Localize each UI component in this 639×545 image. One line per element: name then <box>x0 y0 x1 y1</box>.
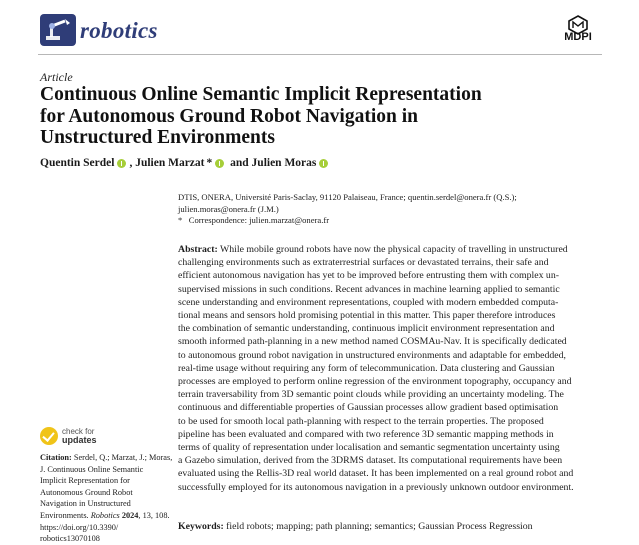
author-name[interactable]: Quentin Serdel <box>40 157 115 169</box>
abstract-line: a Gazebo simulation, derived from the 3DRMS dataset. Its computational requirements have been <box>178 455 563 467</box>
author-separator: and <box>227 157 252 169</box>
abstract-line: efficient autonomous navigation has yet to be improved before entrusting them with complex un- <box>178 270 559 282</box>
abstract-line: evaluated using the Rellis-3D real world dataset. It has been implemented on a real ground robot and <box>178 468 574 480</box>
abstract-line: continuous and differentiable properties of Gaussian processes allow gradient based optimisation <box>178 402 559 414</box>
abstract-line: processes are employed to perform online regression of the environment topography, occupancy and <box>178 376 572 388</box>
abstract-line: supervised missions in such conditions. Recent advances in machine learning applied to semantic <box>178 283 560 295</box>
abstract-line: Abstract: While mobile ground robots have now the physical capacity of travelling in unstructured <box>178 244 568 255</box>
article-title <box>40 84 560 149</box>
abstract-line: real-time usage without requiring any form of telecommunication. Data clustering and Gaussian <box>178 362 555 374</box>
journal-logo <box>40 14 76 46</box>
check-updates-line1: check for <box>62 427 95 436</box>
citation-doi-link[interactable]: robotics13070108 <box>40 534 100 544</box>
title-line: Continuous Online Semantic Implicit Representation <box>40 84 482 105</box>
citation-block <box>40 452 173 545</box>
author-name[interactable]: Julien Marzat <box>135 157 205 169</box>
corresponding-mark: * <box>206 157 213 169</box>
keywords-label: Keywords: <box>178 521 224 532</box>
abstract-line: successfully employed for its autonomous navigation in a previously unknown outdoor environment. <box>178 481 574 493</box>
check-updates-line2: updates <box>62 435 97 445</box>
journal-name: robotics <box>80 18 158 43</box>
abstract-line: scene understanding and environment representations, coupled with modern embedded computa- <box>178 296 559 308</box>
affiliation-line: DTIS, ONERA, Université Paris-Saclay, 91120 Palaiseau, France; quentin.serdel@onera.fr (Q.S.); <box>178 192 517 202</box>
abstract-line: terrain traversability from 3D semantic point clouds while providing an uncertainty modeling. The <box>178 389 564 401</box>
correspondence-line: * Correspondence: julien.marzat@onera.fr <box>178 215 330 225</box>
citation-line: Autonomous Ground Robot <box>40 487 133 497</box>
abstract-line: to be used for smooth local path-planning with respect to the terrain properties. The proposed <box>178 415 544 427</box>
abstract-line: to autonomous ground robot navigation in unstructured environments and adaptable for embedded, <box>178 349 566 361</box>
citation-doi-link[interactable]: https://doi.org/10.3390/ <box>40 522 119 532</box>
abstract-line: pipeline has been evaluated and compared with two reference 3D semantic mapping methods in <box>178 428 554 440</box>
title-line: for Autonomous Ground Robot Navigation in <box>40 105 418 127</box>
author-separator: , <box>129 157 136 169</box>
abstract-line: the combination of semantic understanding, continuous implicit environment representation and <box>178 323 555 335</box>
orcid-icon[interactable] <box>215 159 224 168</box>
citation-label: Citation: <box>40 453 72 462</box>
title-line: Unstructured Environments <box>40 127 275 148</box>
citation-line: Citation: Serdel, Q.; Marzat, J.; Moras, <box>40 453 173 462</box>
header-divider <box>38 54 602 55</box>
orcid-icon[interactable] <box>319 159 328 168</box>
article-type: Article <box>40 70 73 84</box>
abstract-line: tional means and sensors hold promising potential in this matter. This paper therefore introduces <box>178 310 556 322</box>
orcid-icon[interactable] <box>117 159 126 168</box>
abstract-label: Abstract: <box>178 244 218 255</box>
robot-arm-icon <box>40 14 76 46</box>
keywords <box>178 521 533 532</box>
check-for-updates-badge[interactable] <box>40 428 160 444</box>
citation-journal: Robotics <box>90 510 120 520</box>
abstract-line: smooth informed path-planning in a new method named COSMAu-Nav. It is specifically dedicated <box>178 336 567 348</box>
abstract-line: challenging environments such as extraterrestrial surfaces or devastated terrains, their safe and <box>178 257 549 269</box>
publisher-name: MDPI <box>564 31 592 43</box>
abstract <box>178 243 610 494</box>
citation-line: Navigation in Unstructured <box>40 499 131 509</box>
citation-line: J. Continuous Online Semantic <box>40 464 144 474</box>
affiliations <box>178 192 598 227</box>
keywords-text: field robots; mapping; path planning; semantics; Gaussian Process Regression <box>223 521 533 532</box>
checkmark-icon <box>40 427 58 445</box>
author-name[interactable]: Julien Moras <box>251 157 317 169</box>
citation-line: Environments. Robotics 2024, 13, 108. <box>40 510 170 520</box>
author-list <box>40 157 331 169</box>
citation-line: Implicit Representation for <box>40 476 130 486</box>
abstract-line: terms of quality of representation under localisation and semantic segmentation uncertainty using <box>178 442 560 454</box>
citation-year: 2024 <box>119 510 139 520</box>
mdpi-logo <box>556 14 600 50</box>
affiliation-line: julien.moras@onera.fr (J.M.) <box>178 203 279 214</box>
